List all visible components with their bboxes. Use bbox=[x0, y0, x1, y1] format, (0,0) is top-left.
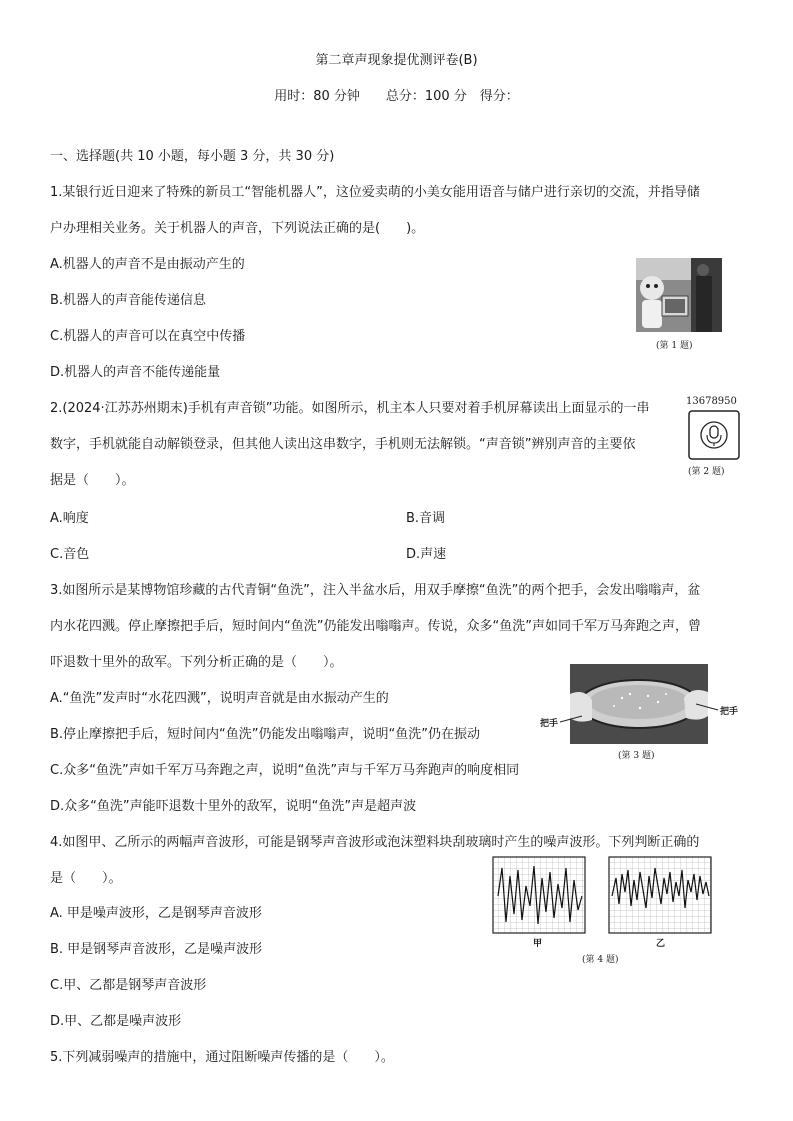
q3-basin-photo bbox=[570, 664, 708, 744]
q3-option-c: C.众多“鱼洗”声如千军万马奔跑之声，说明“鱼洗”声与千军万马奔跑声的响度相同 bbox=[50, 763, 520, 778]
q2-phone-figure bbox=[688, 410, 740, 460]
q4-figure-caption: (第 4 题) bbox=[582, 955, 619, 965]
q4-label-yi: 乙 bbox=[656, 939, 666, 949]
q3-stem-line1: 3.如图所示是某博物馆珍藏的古代青铜“鱼洗”，注入半盆水后，用双手摩擦“鱼洗”的两个把手，会发出嗡嗡声，盆 bbox=[50, 583, 701, 598]
q2-stem-line2: 数字，手机就能自动解锁登录，但其他人读出这串数字，手机则无法解锁。“声音锁”辨别声音的主要依 bbox=[50, 437, 636, 452]
q2-figure-number: 13678950 bbox=[686, 396, 737, 407]
q2-option-c: C.音色 bbox=[50, 547, 90, 562]
q4-stem-line2: 是（ ）。 bbox=[50, 871, 122, 886]
q4-option-d: D.甲、乙都是噪声波形 bbox=[50, 1014, 182, 1029]
q1-stem-line2: 户办理相关业务。关于机器人的声音，下列说法正确的是( )。 bbox=[50, 221, 425, 236]
q3-stem-line2: 内水花四溅。停止摩擦把手后，短时间内“鱼洗”仍能发出嗡嗡声。传说，众多“鱼洗”声如同千军万马奔跑之声，曾 bbox=[50, 619, 701, 634]
q4-option-a: A. 甲是噪声波形，乙是钢琴声音波形 bbox=[50, 906, 262, 921]
q1-robot-photo bbox=[636, 258, 722, 332]
q2-option-d: D.声速 bbox=[406, 547, 447, 562]
exam-meta: 用时：80 分钟 总分：100 分 得分： bbox=[274, 89, 519, 104]
q4-waveform-jia bbox=[492, 856, 586, 934]
q3-handle-label-right: 把手 bbox=[720, 707, 739, 717]
q3-handle-label-left: 把手 bbox=[540, 719, 559, 729]
q4-label-jia: 甲 bbox=[533, 939, 543, 949]
q4-option-b: B. 甲是钢琴声音波形，乙是噪声波形 bbox=[50, 942, 263, 957]
page-title: 第二章声现象提优测评卷(B) bbox=[315, 53, 478, 68]
q4-option-c: C.甲、乙都是钢琴声音波形 bbox=[50, 978, 207, 993]
q2-stem-line3: 据是（ ）。 bbox=[50, 473, 135, 488]
q4-waveform-yi bbox=[608, 856, 712, 934]
q1-option-b: B.机器人的声音能传递信息 bbox=[50, 293, 207, 308]
q5-stem-line1: 5.下列减弱噪声的措施中，通过阻断噪声传播的是（ ）。 bbox=[50, 1050, 394, 1065]
q1-option-d: D.机器人的声音不能传递能量 bbox=[50, 365, 221, 380]
q3-figure-caption: (第 3 题) bbox=[618, 751, 655, 761]
q3-option-d: D.众多“鱼洗”声能吓退数十里外的敌军，说明“鱼洗”声是超声波 bbox=[50, 799, 417, 814]
q3-handle-pointer-left bbox=[560, 714, 584, 726]
q3-stem-line3: 吓退数十里外的敌军。下列分析正确的是（ ）。 bbox=[50, 655, 343, 670]
q2-option-b: B.音调 bbox=[406, 511, 446, 526]
q3-option-a: A.“鱼洗”发声时“水花四溅”，说明声音就是由水振动产生的 bbox=[50, 691, 389, 706]
q3-handle-pointer-right bbox=[696, 702, 720, 714]
section-heading: 一、选择题(共 10 小题，每小题 3 分，共 30 分) bbox=[50, 149, 335, 164]
q1-option-a: A.机器人的声音不是由振动产生的 bbox=[50, 257, 245, 272]
q2-figure-caption: (第 2 题) bbox=[688, 467, 725, 477]
q1-figure-caption: (第 1 题) bbox=[656, 341, 693, 351]
q4-stem-line1: 4.如图甲、乙所示的两幅声音波形，可能是钢琴声音波形或泡沫塑料块刮玻璃时产生的噪声波形。下列判断正确的 bbox=[50, 835, 700, 850]
q2-option-a: A.响度 bbox=[50, 511, 89, 526]
q2-stem-line1: 2.(2024·江苏苏州期末)手机有声音锁”功能。如图所示，机主本人只要对着手机屏幕读出上面显示的一串 bbox=[50, 401, 650, 416]
q1-option-c: C.机器人的声音可以在真空中传播 bbox=[50, 329, 246, 344]
q3-option-b: B.停止摩擦把手后，短时间内“鱼洗”仍能发出嗡嗡声，说明“鱼洗”仍在振动 bbox=[50, 727, 480, 742]
q1-stem-line1: 1.某银行近日迎来了特殊的新员工“智能机器人”，这位爱卖萌的小美女能用语音与储户进行亲切的交流，并指导储 bbox=[50, 185, 700, 200]
